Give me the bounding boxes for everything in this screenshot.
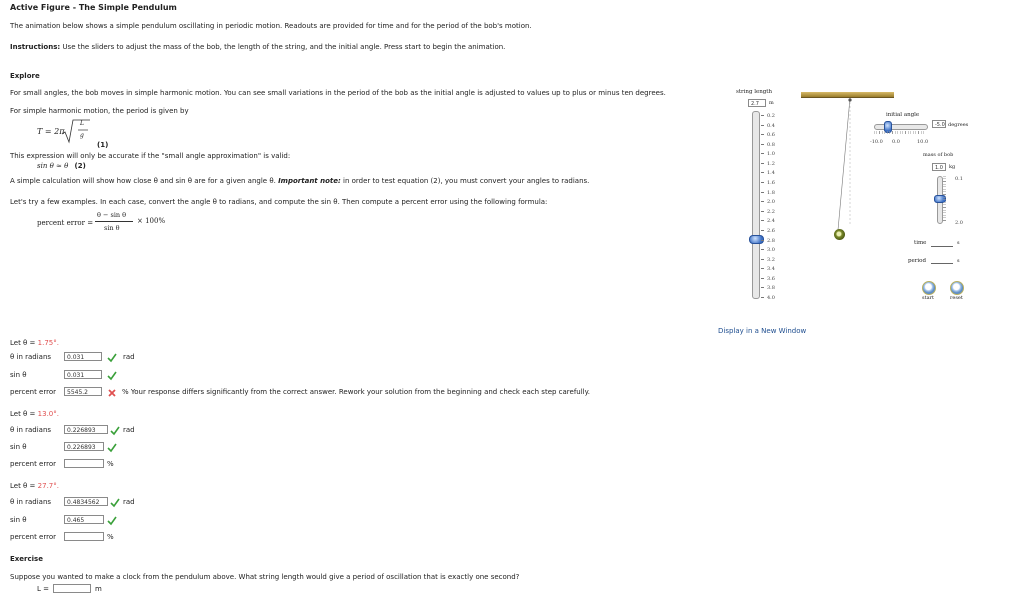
mass-tick: 0.1 — [955, 176, 963, 182]
problem1-rad-label: θ in radians — [10, 353, 52, 361]
string-length-tick: 2.8 — [767, 237, 775, 244]
string-length-tick-mark — [761, 220, 764, 221]
problem2-err-unit: % — [107, 460, 114, 468]
string-length-tick-mark — [761, 287, 764, 288]
string-length-tick-mark — [761, 172, 764, 173]
check-icon — [107, 443, 117, 453]
initial-angle-input[interactable]: -5.0 — [932, 120, 946, 128]
problem1-feedback-text: Your response differs significantly from the correct answer. Rework your solution from the beginning and check each step carefully. — [130, 388, 590, 396]
problem3-rad-unit: rad — [123, 498, 135, 506]
problem3-angle: 27.7°. — [37, 482, 59, 490]
angle-tick: 10.0 — [917, 139, 929, 145]
string-length-tick-mark — [761, 144, 764, 145]
problem2-let — [10, 410, 59, 418]
eq2-expr: sin θ ≈ θ — [37, 162, 69, 170]
string-length-unit: m — [769, 100, 774, 106]
string-length-slider[interactable] — [752, 111, 760, 299]
initial-angle-unit: degrees — [948, 122, 969, 128]
problem3-sin-label: sin θ — [10, 516, 27, 524]
display-new-window-link[interactable]: Display in a New Window — [718, 327, 807, 335]
problem1-err-unit: % — [122, 388, 129, 396]
angle-tick: 0.0 — [892, 139, 900, 145]
problem1-let — [10, 339, 59, 347]
initial-angle-ticks — [874, 131, 926, 134]
explore-heading: Explore — [10, 72, 40, 80]
string-length-tick-mark — [761, 230, 764, 231]
eq1-num: L — [80, 120, 84, 127]
check-icon — [107, 516, 117, 526]
pendulum-string — [838, 98, 850, 230]
string-length-tick: 4.0 — [767, 295, 775, 301]
string-length-tick-mark — [761, 163, 764, 164]
string-length-tick-mark — [761, 115, 764, 116]
problem1-rad-unit: rad — [123, 353, 135, 361]
string-length-tick-mark — [761, 297, 764, 298]
start-label: start — [922, 295, 934, 301]
pivot-point — [848, 98, 851, 101]
reset-button[interactable] — [950, 281, 964, 295]
problem1-err-input[interactable]: 5545.2 — [64, 387, 102, 396]
string-length-tick: 0.6 — [767, 132, 775, 139]
angle-tick: -10.0 — [870, 139, 883, 145]
exercise-length-input[interactable] — [53, 584, 91, 593]
eq3-lhs: percent error = — [37, 219, 94, 227]
problem1-sin-input[interactable]: 0.031 — [64, 370, 102, 379]
page-title: Active Figure - The Simple Pendulum — [10, 3, 177, 12]
problem3-let-prefix: Let θ = — [10, 482, 38, 490]
mass-label: mass of bob — [923, 152, 954, 158]
check-icon — [107, 353, 117, 363]
check-icon — [110, 498, 120, 508]
string-length-tick-mark — [761, 259, 764, 260]
time-readout — [931, 246, 953, 247]
string-length-tick: 3.4 — [767, 266, 775, 273]
string-length-tick: 3.2 — [767, 256, 775, 263]
string-length-tick: 0.4 — [767, 122, 775, 129]
problem1-sin-label: sin θ — [10, 371, 27, 379]
explore-p1: For small angles, the bob moves in simple harmonic motion. You can see small variations in the period of the bob as the initial angle is adjusted to values up to plus or minus ten degrees. — [10, 89, 666, 97]
string-length-tick: 2.4 — [767, 218, 775, 225]
string-length-tick-mark — [761, 201, 764, 202]
mass-ticks — [943, 176, 946, 222]
initial-angle-slider[interactable] — [874, 124, 928, 130]
problem2-err-label: percent error — [10, 460, 56, 468]
string-length-tick-mark — [761, 211, 764, 212]
problem1-angle: 1.75°. — [37, 339, 59, 347]
eq3-den: sin θ — [104, 224, 120, 232]
string-length-tick-mark — [761, 240, 764, 241]
eq3-rhs: × 100% — [137, 217, 166, 225]
explore-p2: For simple harmonic motion, the period is given by — [10, 107, 189, 115]
string-length-tick: 1.6 — [767, 180, 775, 187]
eq1-tag: (1) — [97, 141, 109, 149]
string-length-label: string length — [736, 89, 773, 95]
problem1-err-label: percent error — [10, 388, 56, 396]
string-length-tick: 2.2 — [767, 208, 775, 215]
explore-p3: This expression will only be accurate if the "small angle approximation" is valid: — [10, 152, 291, 160]
exercise-input-label: L = — [37, 585, 49, 593]
problem3-rad-label: θ in radians — [10, 498, 52, 506]
string-length-tick-mark — [761, 278, 764, 279]
string-length-tick: 1.8 — [767, 189, 775, 196]
string-length-tick: 1.4 — [767, 170, 775, 177]
problem3-err-unit: % — [107, 533, 114, 541]
exercise-heading: Exercise — [10, 555, 43, 563]
pendulum-drawing — [801, 96, 901, 246]
time-label: time — [914, 240, 927, 246]
problem1-rad-input[interactable]: 0.031 — [64, 352, 102, 361]
string-length-tick: 2.6 — [767, 227, 775, 234]
problem2-let-prefix: Let θ = — [10, 410, 38, 418]
problem2-rad-unit: rad — [123, 426, 135, 434]
intro-text: The animation below shows a simple pendulum oscillating in periodic motion. Readouts are provided for time and for the period of the bob's motion. — [10, 22, 532, 30]
string-length-tick-mark — [761, 153, 764, 154]
string-length-tick: 2.0 — [767, 199, 775, 206]
string-length-tick-mark — [761, 125, 764, 126]
initial-angle-label: initial angle — [886, 112, 920, 118]
eq2-tag: (2) — [74, 162, 86, 170]
problem3-rad-input[interactable]: 0.4834562 — [64, 497, 108, 506]
string-length-tick-mark — [761, 249, 764, 250]
pendulum-simulation — [718, 84, 978, 306]
eq2 — [37, 162, 86, 170]
problem2-err-input[interactable] — [64, 459, 104, 468]
problem2-sin-label: sin θ — [10, 443, 27, 451]
problem3-let — [10, 482, 59, 490]
string-length-tick: 3.6 — [767, 275, 775, 282]
pendulum-bob[interactable] — [834, 229, 845, 240]
problem3-sin-input[interactable]: 0.465 — [64, 515, 104, 524]
check-icon — [107, 371, 117, 381]
string-length-tick: 1.2 — [767, 160, 775, 167]
eq3-fraction-bar — [95, 221, 133, 222]
string-length-input[interactable]: 2.7 — [748, 99, 766, 107]
problem1-err-feedback — [122, 388, 590, 396]
mass-unit: kg — [949, 164, 956, 170]
string-length-tick: 0.8 — [767, 141, 775, 148]
string-length-tick-mark — [761, 182, 764, 183]
check-icon — [110, 426, 120, 436]
cross-icon — [107, 388, 117, 398]
period-readout — [931, 263, 953, 264]
problem2-rad-label: θ in radians — [10, 426, 52, 434]
p4-important: Important note: — [278, 177, 341, 185]
string-length-tick: 3.8 — [767, 285, 775, 292]
problem3-err-input[interactable] — [64, 532, 104, 541]
string-length-tick-mark — [761, 268, 764, 269]
string-length-tick-mark — [761, 134, 764, 135]
mass-tick: 2.0 — [955, 220, 963, 226]
exercise-unit: m — [95, 585, 102, 593]
string-length-tick-mark — [761, 192, 764, 193]
time-unit: s — [957, 240, 960, 246]
string-length-tick: 3.0 — [767, 247, 775, 254]
eq3-num: θ − sin θ — [97, 211, 127, 219]
reset-label: reset — [950, 295, 963, 301]
eq1-lhs: T = 2π — [37, 127, 65, 136]
problem2-rad-input[interactable]: 0.226893 — [64, 425, 108, 434]
eq1-den: g — [80, 132, 84, 139]
problem3-err-label: percent error — [10, 533, 56, 541]
explore-p4 — [10, 177, 589, 185]
exercise-text: Suppose you wanted to make a clock from the pendulum above. What string length would give a period of oscillation that is exactly one second? — [10, 573, 520, 581]
start-button[interactable] — [922, 281, 936, 295]
instructions — [10, 43, 505, 51]
string-length-tick: 0.2 — [767, 113, 775, 119]
problem2-sin-input[interactable]: 0.226893 — [64, 442, 104, 451]
string-length-tick: 1.0 — [767, 151, 775, 158]
period-label: period — [908, 258, 926, 264]
p4-c: in order to test equation (2), you must convert your angles to radians. — [343, 177, 590, 185]
mass-input[interactable]: 1.0 — [932, 163, 946, 171]
p4-a: A simple calculation will show how close θ and sin θ are for a given angle θ. — [10, 177, 276, 185]
period-unit: s — [957, 258, 960, 264]
instructions-label: Instructions: — [10, 43, 61, 51]
problem1-let-prefix: Let θ = — [10, 339, 38, 347]
instructions-text: Use the sliders to adjust the mass of the bob, the length of the string, and the initial angle. Press start to begin the animation. — [62, 43, 506, 51]
problem2-angle: 13.0°. — [37, 410, 59, 418]
explore-p5: Let's try a few examples. In each case, convert the angle θ to radians, and compute the sin θ. Then compute a percent error using the following formula: — [10, 198, 548, 206]
